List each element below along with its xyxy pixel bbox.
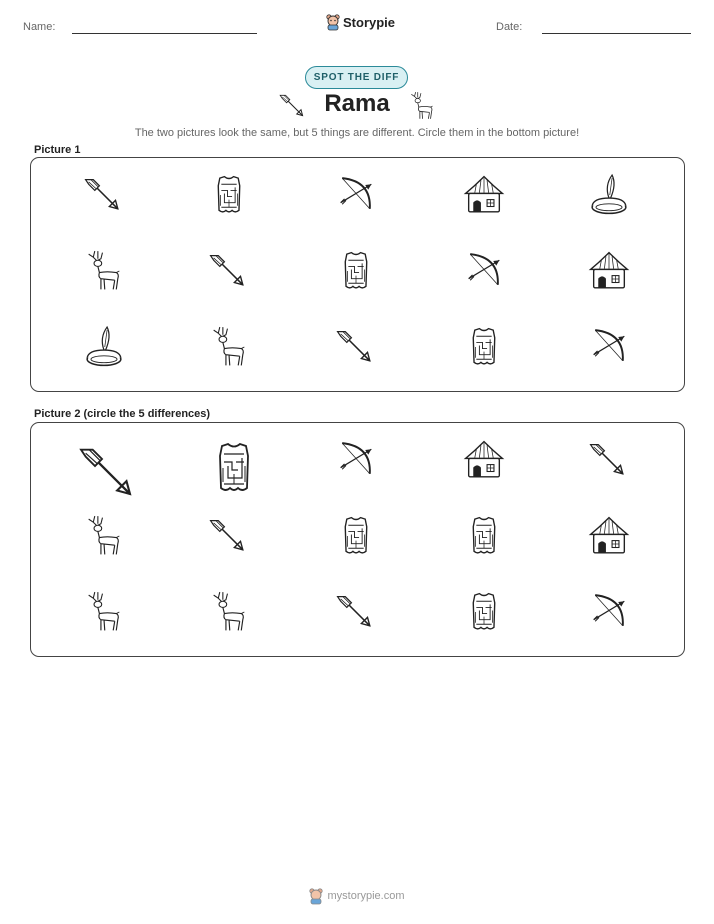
footer	[0, 888, 714, 904]
arrow-icon	[211, 256, 243, 285]
arrow-icon[interactable]	[81, 450, 130, 494]
date-label: Date:	[496, 21, 523, 33]
spot-the-diff-badge: SPOT THE DIFF	[305, 66, 408, 89]
picture-1-label: Picture 1	[34, 144, 81, 156]
bark-vest-icon[interactable]	[220, 444, 248, 490]
worksheet-title: Rama	[324, 90, 390, 117]
name-line[interactable]	[72, 33, 257, 34]
hut-icon	[591, 253, 628, 288]
bow-icon	[469, 254, 500, 285]
bark-vest-icon	[473, 329, 494, 364]
bark-vest-icon[interactable]	[473, 594, 494, 629]
arrow-icon[interactable]	[591, 445, 623, 474]
footer-url: mystorypie.com	[327, 890, 405, 902]
feather-crown-icon	[87, 327, 121, 365]
bear-icon	[309, 888, 323, 904]
arrow-icon[interactable]	[338, 597, 370, 626]
storypie-logo	[326, 14, 395, 30]
bow-icon[interactable]	[594, 595, 625, 626]
logo-text: Storypie	[343, 14, 396, 30]
bark-vest-icon[interactable]	[473, 518, 494, 553]
arrow-icon	[338, 332, 370, 361]
bear-icon	[326, 14, 340, 30]
bow-icon[interactable]	[341, 443, 372, 474]
instructions: The two pictures look the same, but 5 things are different. Circle them in the bottom picture!	[134, 127, 580, 139]
hut-icon	[466, 177, 503, 212]
picture-1-grid	[31, 158, 683, 390]
deer-icon	[406, 90, 438, 122]
name-label: Name:	[23, 21, 56, 33]
arrow-icon	[86, 180, 118, 209]
bark-vest-icon[interactable]	[345, 518, 366, 553]
deer-icon[interactable]	[89, 516, 120, 554]
picture-1-panel	[30, 157, 685, 392]
bark-vest-icon	[345, 253, 366, 288]
bark-vest-icon	[218, 177, 239, 212]
deer-icon	[89, 251, 120, 289]
bow-icon	[341, 178, 372, 209]
deer-icon[interactable]	[214, 592, 245, 630]
bow-icon	[594, 330, 625, 361]
hut-icon[interactable]	[466, 442, 503, 477]
deer-icon[interactable]	[89, 592, 120, 630]
arrow-icon[interactable]	[211, 521, 243, 550]
picture-2-grid[interactable]	[31, 423, 683, 655]
picture-2-label: Picture 2 (circle the 5 differences)	[34, 408, 211, 420]
picture-2-panel[interactable]	[30, 422, 685, 657]
feather-crown-icon	[592, 175, 626, 213]
date-line[interactable]	[542, 33, 691, 34]
arrow-icon	[277, 90, 309, 122]
hut-icon[interactable]	[591, 518, 628, 553]
deer-icon	[214, 327, 245, 365]
